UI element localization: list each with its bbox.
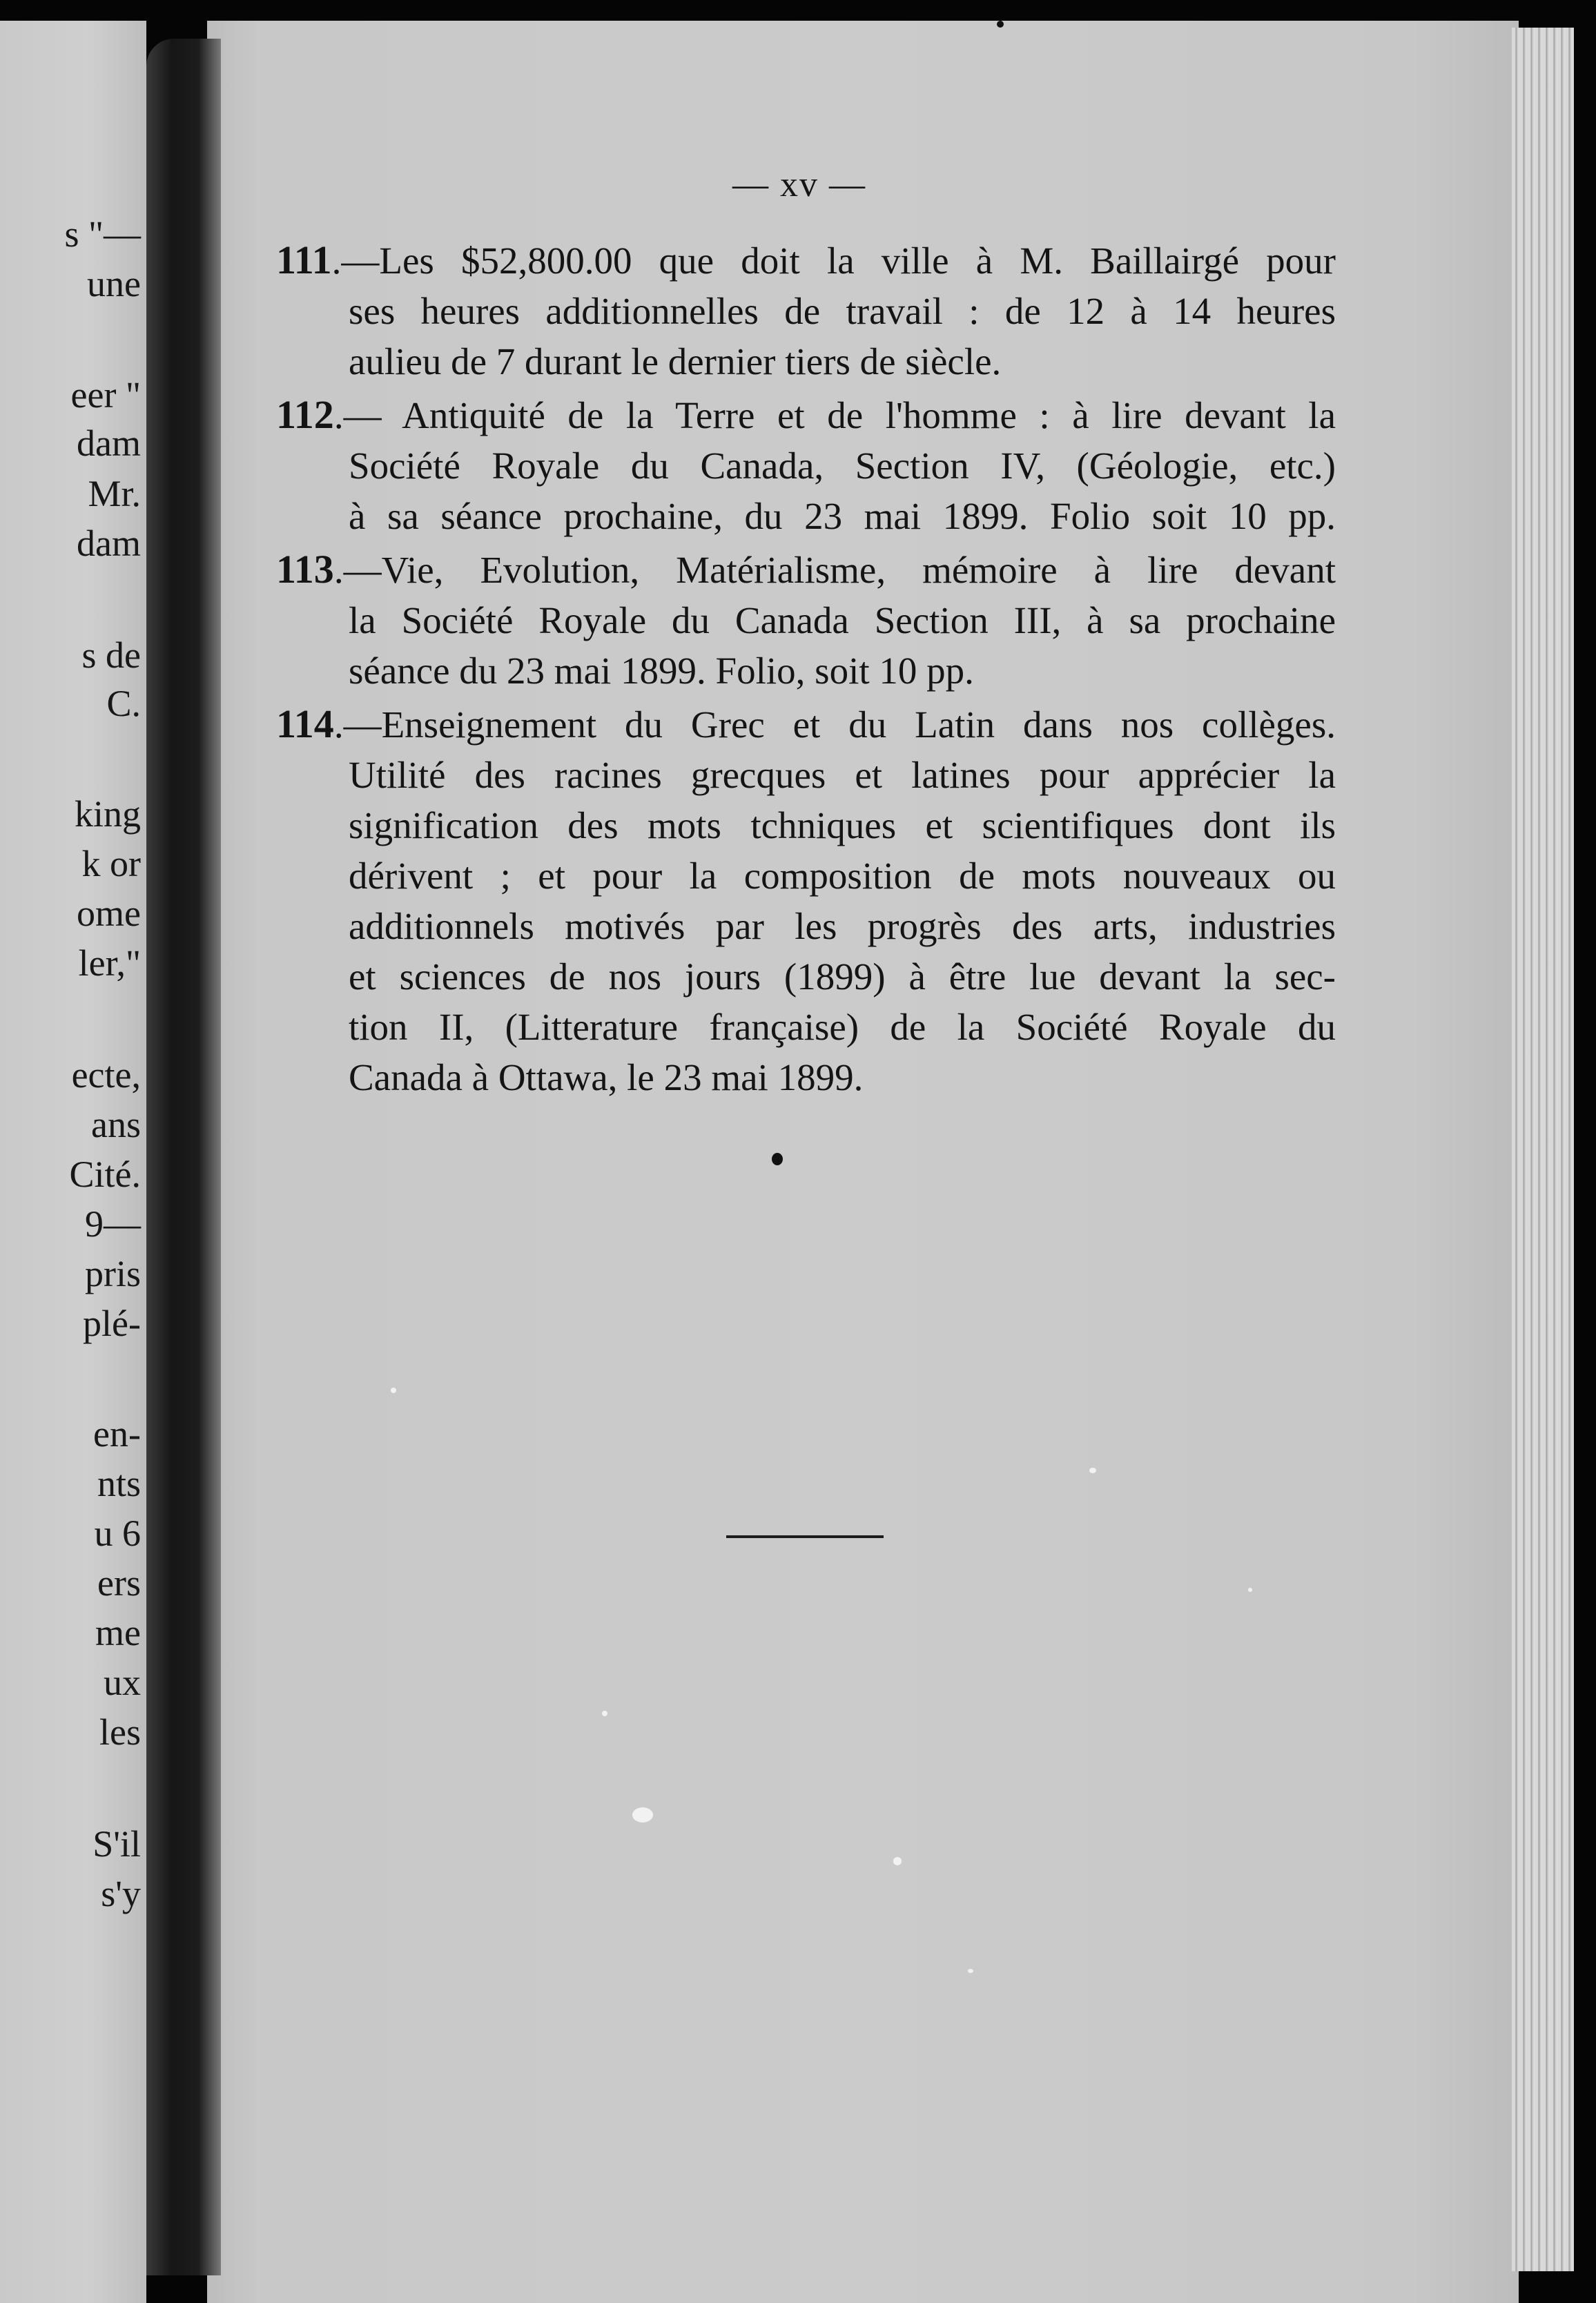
- left-page-line: ecte,: [71, 1054, 141, 1096]
- left-page-line: s'y: [101, 1873, 141, 1914]
- left-page-line: me: [95, 1612, 141, 1653]
- left-page-line: ome: [77, 893, 141, 934]
- entry-line: Canada à Ottawa, le 23 mai 1899.: [349, 1056, 864, 1098]
- left-page-line: pris: [85, 1253, 141, 1294]
- entry-text: .—Vie, Evolution, Matérialisme, mémoire à lire devant: [333, 549, 1336, 591]
- left-page-line: une: [87, 263, 141, 304]
- left-page-line: king: [74, 793, 141, 835]
- entry-line: et sciences de nos jours (1899) à être lue devant la sec-: [349, 955, 1336, 998]
- entry-number: 113: [276, 547, 334, 592]
- left-page-line: en-: [93, 1413, 141, 1455]
- left-page-line: ler,": [78, 942, 141, 984]
- entry-111: [276, 235, 1336, 387]
- entry-line: aulieu de 7 durant le dernier tiers de siècle.: [349, 340, 1002, 382]
- entry-text: .— Antiquité de la Terre et de l'homme : à lire devant la: [333, 394, 1336, 436]
- left-page-line: Mr.: [88, 473, 141, 514]
- left-page-line: nts: [97, 1463, 141, 1504]
- entry-line: [276, 389, 1336, 440]
- ink-speck: [772, 1153, 783, 1165]
- dust-speck: [1089, 1468, 1096, 1473]
- entry-text: .—Enseignement du Grec et du Latin dans nos collèges.: [333, 703, 1336, 746]
- left-page-line: ers: [97, 1562, 141, 1604]
- dust-speck: [968, 1969, 973, 1973]
- entry-number: 112: [276, 392, 334, 437]
- closing-rule: [726, 1535, 884, 1538]
- page-edges: [1512, 28, 1574, 2271]
- left-page-line: C.: [106, 683, 141, 724]
- left-page-line: plé-: [83, 1303, 141, 1344]
- left-page-line: S'il: [93, 1823, 141, 1865]
- page-number-header: — xv —: [732, 165, 866, 204]
- left-page-line: 9—: [85, 1203, 141, 1245]
- left-page-line: ans: [91, 1104, 141, 1145]
- left-page-line: u 6: [94, 1513, 141, 1554]
- left-page-line: eer ": [70, 374, 141, 416]
- entry-line: [276, 544, 1336, 595]
- entry-list: [276, 235, 1336, 1102]
- entry-line: dérivent ; et pour la composition de mots nouveaux ou: [349, 855, 1336, 897]
- entry-line: signification des mots tchniques et scientifiques dont ils: [349, 804, 1336, 846]
- entry-113: [276, 544, 1336, 696]
- entry-line: la Société Royale du Canada Section III, à sa prochaine: [349, 599, 1336, 641]
- entry-line: séance du 23 mai 1899. Folio, soit 10 pp.: [349, 650, 974, 692]
- left-page-line: ux: [104, 1662, 141, 1703]
- entry-line: [276, 235, 1336, 286]
- left-facing-page: [0, 21, 146, 2303]
- entry-line: ses heures additionnelles de travail : de 12 à 14 heures: [349, 290, 1336, 332]
- entry-number: 111: [276, 237, 332, 282]
- ink-speck: [997, 21, 1004, 28]
- entry-line: à sa séance prochaine, du 23 mai 1899. Folio soit 10 pp.: [349, 495, 1336, 537]
- entry-line: additionnels motivés par les progrès des arts, industries: [349, 905, 1336, 947]
- dust-speck: [893, 1857, 902, 1865]
- entry-112: [276, 389, 1336, 541]
- left-page-line: les: [99, 1711, 141, 1753]
- left-page-line: Cité.: [69, 1154, 141, 1195]
- dust-speck: [1248, 1588, 1252, 1592]
- dust-speck: [632, 1807, 653, 1823]
- left-page-line: s de: [81, 634, 141, 676]
- entry-114: [276, 699, 1336, 1102]
- entry-text: .—Les $52,800.00 que doit la ville à M. Baillairgé pour: [331, 240, 1336, 282]
- entry-line: [276, 699, 1336, 750]
- left-page-line: s "—: [64, 213, 141, 255]
- book-gutter: [146, 39, 221, 2275]
- entry-line: tion II, (Litterature française) de la Société Royale du: [349, 1006, 1336, 1048]
- dust-speck: [391, 1388, 396, 1393]
- dust-speck: [602, 1711, 607, 1716]
- left-page-line: dam: [77, 422, 141, 464]
- left-page-line: k or: [81, 843, 141, 884]
- entry-line: Utilité des racines grecques et latines pour apprécier la: [349, 754, 1336, 796]
- left-page-line: dam: [77, 523, 141, 564]
- entry-number: 114: [276, 701, 334, 746]
- entry-line: Société Royale du Canada, Section IV, (Géologie, etc.): [349, 445, 1336, 487]
